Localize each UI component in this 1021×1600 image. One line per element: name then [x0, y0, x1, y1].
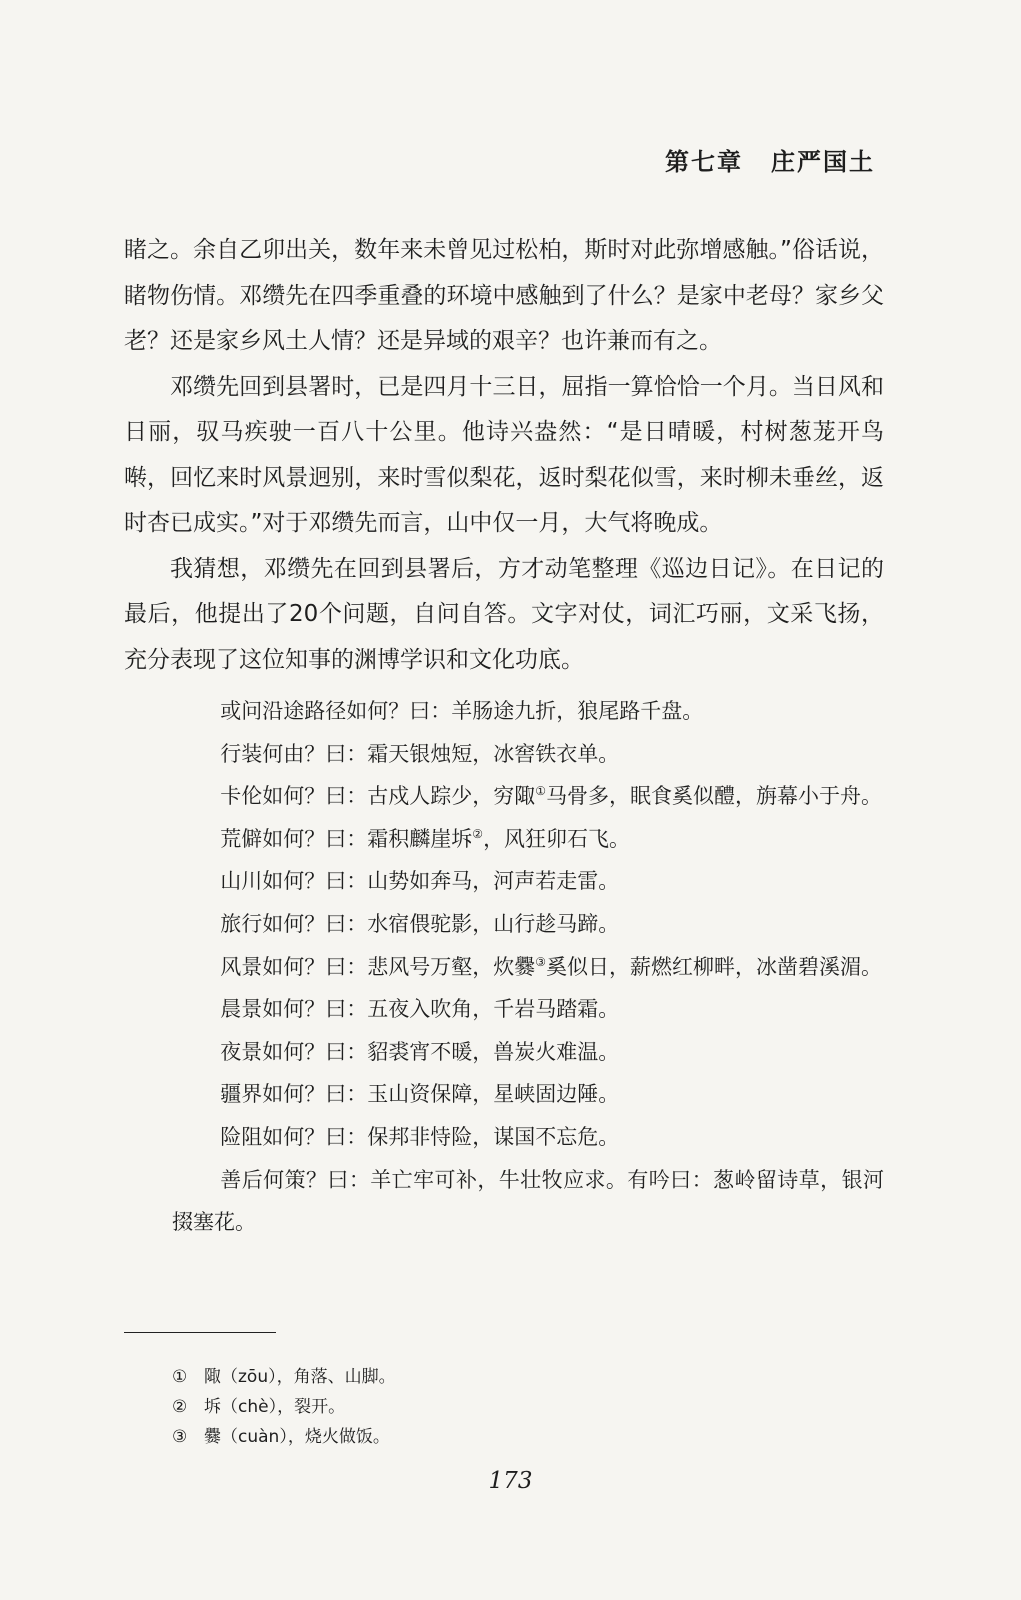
footnote-text: 坼（chè），裂开。	[204, 1397, 346, 1417]
quote-line: 疆界如何？曰：玉山资保障，星峡固边陲。	[220, 1082, 620, 1107]
diary-quote-block	[172, 690, 884, 1244]
quote-line: 行装何由？曰：霜天银烛短，冰窖铁衣单。	[220, 741, 620, 766]
chapter-title: 庄严国土	[771, 147, 875, 176]
footnote-ref[interactable]: ②	[472, 826, 484, 841]
quote-text: ，风狂卯石飞。	[483, 826, 631, 851]
paragraph: 睹之。余自乙卯出关，数年来未曾见过松柏，斯时对此弥增感触。”俗话说，睹物伤情。邓缵先在四季重叠的环境中感触到了什么？是家中老母？家乡父老？还是家乡风土人情？还是异域的艰辛？也许兼而有之。	[124, 237, 884, 354]
page-number: 173	[488, 1468, 533, 1494]
quote-line: 夜景如何？曰：貂裘宵不暖，兽炭火难温。	[220, 1039, 620, 1064]
quote-line	[172, 775, 884, 818]
paragraph: 邓缵先回到县署时，已是四月十三日，屈指一算恰恰一个月。当日风和日丽，驭马疾驶一百八十公里。他诗兴盎然：“是日晴暖，村树葱茏开鸟啭，回忆来时风景迥别，来时雪似梨花，返时梨花似雪，来时柳未垂丝，返时杏已成实。”对于邓缵先而言，山中仅一月，大气将晚成。	[124, 373, 884, 536]
quote-line: 旅行如何？曰：水宿偎驼影，山行趁马蹄。	[220, 911, 620, 936]
chapter-number: 第七章	[665, 147, 743, 176]
footnote	[172, 1362, 396, 1392]
footnote-text: 陬（zōu），角落、山脚。	[204, 1367, 396, 1387]
footnote-divider	[124, 1332, 276, 1333]
quote-text: 卡伦如何？曰：古戍人踪少，穷陬	[220, 784, 536, 809]
quote-line	[172, 818, 884, 861]
quote-line: 晨景如何？曰：五夜入吹角，千岩马踏霜。	[220, 997, 620, 1022]
quote-text: 奚似日，薪燃红柳畔，冰凿碧溪湄。	[546, 954, 883, 979]
quote-line	[172, 946, 884, 989]
quote-line: 山川如何？曰：山势如奔马，河声若走雷。	[220, 869, 620, 894]
quote-text: 风景如何？曰：悲风号万壑，炊爨	[220, 954, 536, 979]
footnote-ref[interactable]: ③	[535, 954, 547, 969]
running-header	[665, 142, 875, 177]
quote-line: 险阻如何？曰：保邦非恃险，谋国不忘危。	[220, 1124, 620, 1149]
quote-text: 荒僻如何？曰：霜积麟崖坼	[220, 826, 473, 851]
footnote-mark: ①	[172, 1367, 188, 1387]
footnote-text: 爨（cuàn），烧火做饭。	[204, 1427, 390, 1447]
footnote	[172, 1422, 396, 1452]
quote-text: 马骨多，眠食奚似醴，旃幕小于舟。	[546, 784, 883, 809]
footnote-mark: ③	[172, 1427, 188, 1447]
footnote-ref[interactable]: ①	[535, 784, 547, 799]
body-text	[124, 228, 884, 683]
quote-line: 或问沿途路径如何？曰：羊肠途九折，狼尾路千盘。	[220, 699, 704, 723]
footnote-mark: ②	[172, 1397, 188, 1417]
footnote	[172, 1392, 396, 1422]
paragraph: 我猜想，邓缵先在回到县署后，方才动笔整理《巡边日记》。在日记的最后，他提出了20个问题，自问自答。文字对仗，词汇巧丽，文采飞扬，充分表现了这位知事的渊博学识和文化功底。	[124, 555, 884, 673]
footnotes	[172, 1362, 396, 1452]
quote-line: 善后何策？曰：羊亡牢可补，牛壮牧应求。有吟曰：葱岭留诗草，银河掇塞花。	[172, 1167, 884, 1235]
